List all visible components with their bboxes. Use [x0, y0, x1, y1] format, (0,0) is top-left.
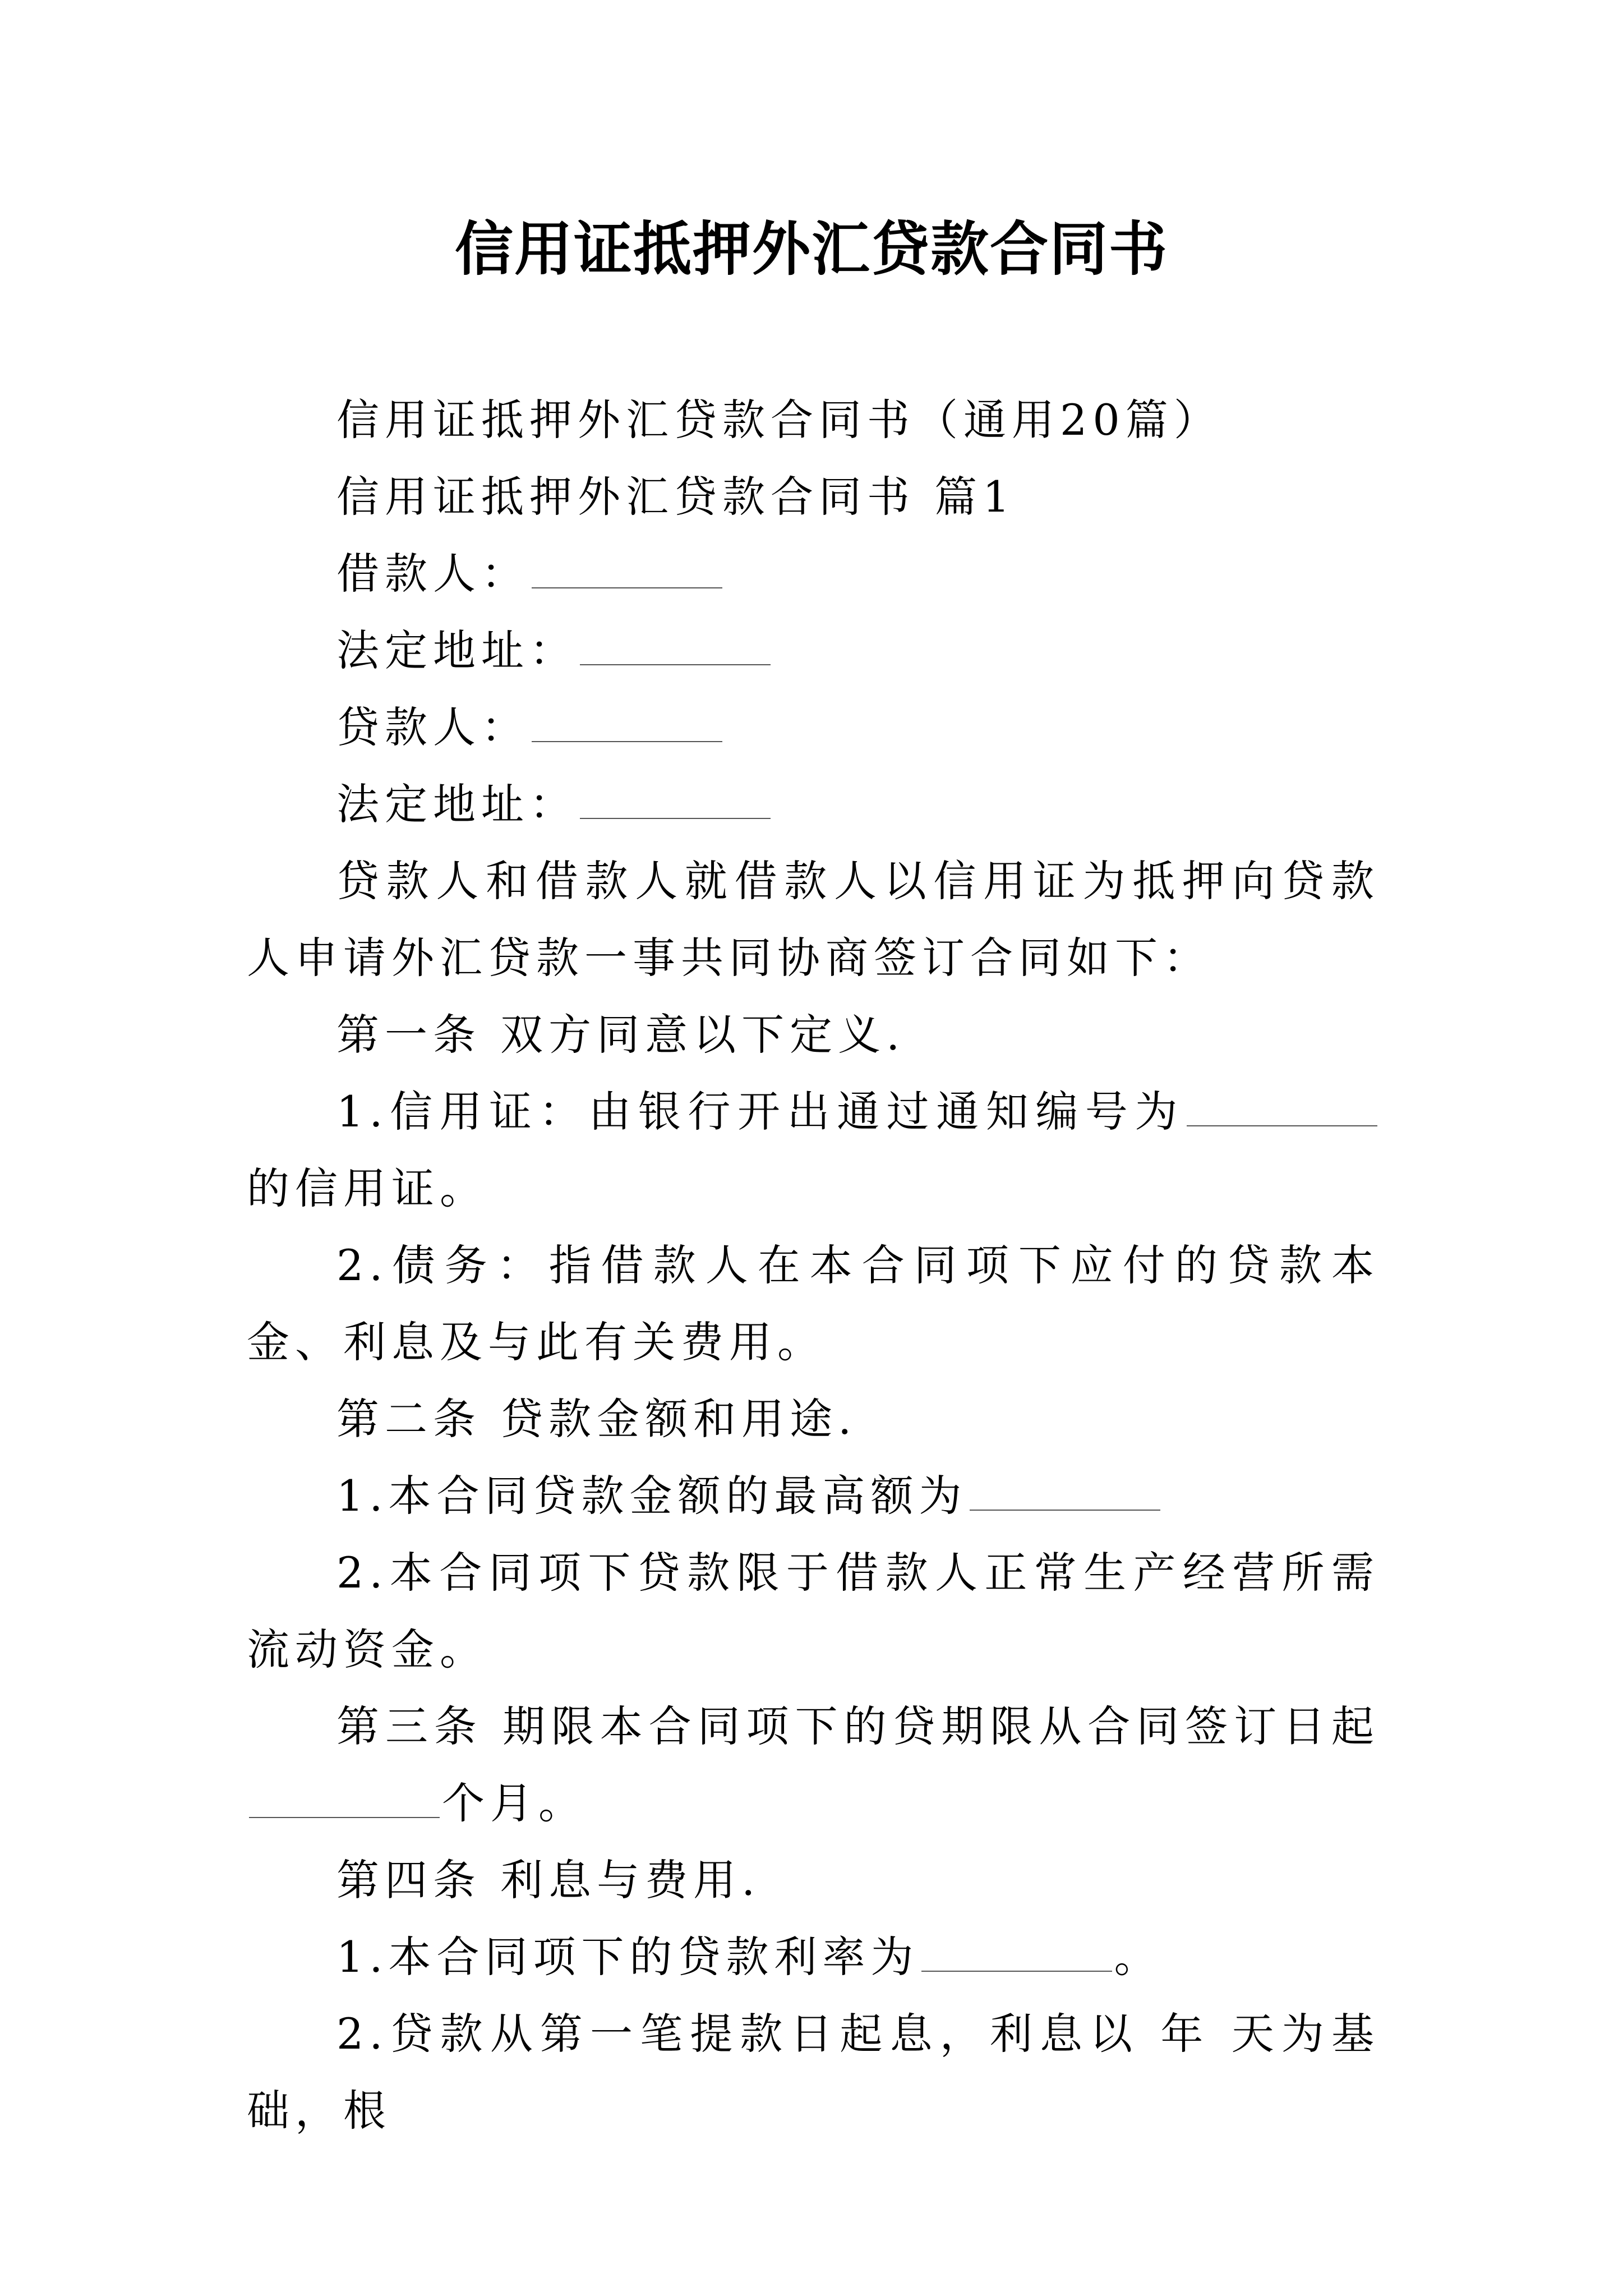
text-segment: 的信用证。: [247, 1163, 488, 1213]
text-segment: 第三条 期限本合同项下的贷期限从合同签订日起: [336, 1701, 1380, 1751]
field-label: 借款人：: [336, 549, 529, 599]
blank-line: [580, 664, 771, 665]
blank-line: [532, 740, 722, 742]
field-lender-address: [247, 766, 1380, 843]
blank-line: [249, 1816, 440, 1818]
field-label: 贷款人：: [336, 702, 529, 752]
blank-line: [580, 817, 771, 819]
blank-line: [532, 587, 722, 588]
text-segment: 1.本合同项下的贷款利率为: [336, 1932, 919, 1982]
article-2-item-1: [247, 1457, 1380, 1534]
field-lender: [247, 689, 1380, 766]
paragraph-subtitle: 信用证抵押外汇贷款合同书（通用20篇）: [336, 395, 1222, 445]
article-4-heading: 第四条 利息与费用.: [336, 1855, 761, 1905]
article-4-item-2: 2.贷款从第一笔提款日起息，利息以 年 天为基础，根: [247, 2009, 1380, 2136]
article-3: [247, 1688, 1380, 1842]
paragraph-preamble: 贷款人和借款人就借款人以信用证为抵押向贷款人申请外汇贷款一事共同协商签订合同如下：: [247, 856, 1380, 983]
article-1-item-1: [247, 1073, 1380, 1227]
text-segment: 个月。: [442, 1778, 587, 1828]
text-segment: 。: [1114, 1932, 1163, 1982]
blank-line: [970, 1509, 1160, 1511]
blank-line: [1187, 1125, 1377, 1126]
text-segment: 1.信用证：由银行开出通过通知编号为: [336, 1087, 1184, 1137]
article-1-item-2: 2.债务：指借款人在本合同项下应付的贷款本金、利息及与此有关费用。: [247, 1240, 1380, 1367]
field-label: 法定地址：: [336, 779, 578, 829]
document-title: 信用证抵押外汇贷款合同书: [454, 214, 1168, 283]
field-borrower-address: [247, 612, 1380, 689]
article-4-item-1: [247, 1918, 1380, 1995]
field-borrower: [247, 535, 1380, 612]
document-body: [247, 381, 1380, 2149]
article-1-heading: 第一条 双方同意以下定义.: [336, 1010, 906, 1060]
text-segment: 1.本合同贷款金额的最高额为: [336, 1471, 967, 1521]
blank-line: [921, 1970, 1112, 1972]
article-2-heading: 第二条 贷款金额和用途.: [336, 1394, 857, 1444]
article-2-item-2: 2.本合同项下贷款限于借款人正常生产经营所需流动资金。: [247, 1548, 1380, 1674]
field-label: 法定地址：: [336, 625, 578, 675]
paragraph-section-heading: 信用证抵押外汇贷款合同书 篇1: [336, 472, 1016, 522]
